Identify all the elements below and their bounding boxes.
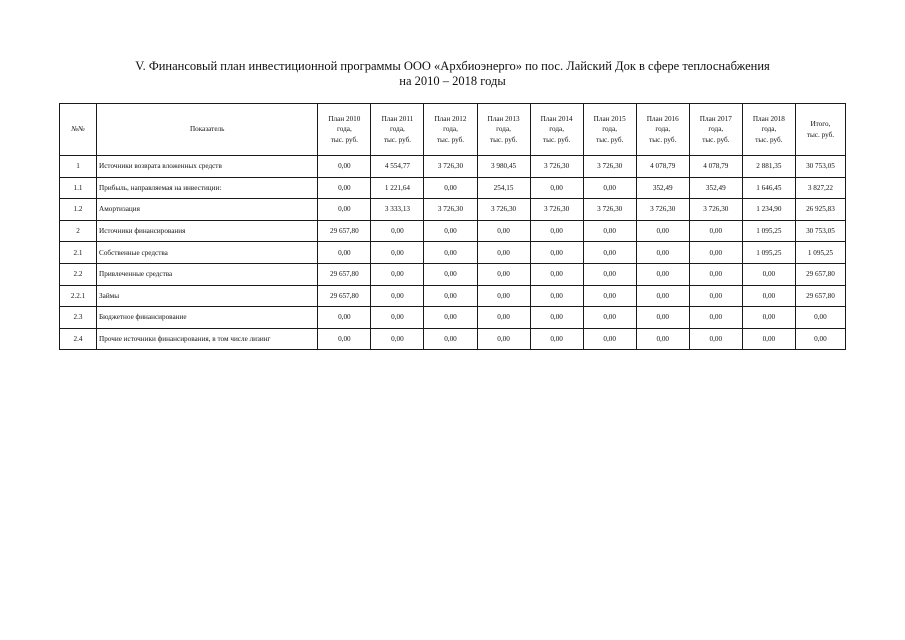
cell-2012: 0,00 [424, 328, 477, 350]
document-title [0, 59, 905, 89]
cell-2012: 0,00 [424, 242, 477, 264]
cell-2017: 352,49 [689, 177, 742, 199]
cell-2010: 0,00 [318, 307, 371, 329]
cell-2016: 0,00 [636, 328, 689, 350]
cell-2015: 0,00 [583, 263, 636, 285]
cell-2014: 0,00 [530, 220, 583, 242]
cell-total: 29 657,80 [795, 285, 845, 307]
header-year-2010: План 2010 года, тыс. руб. [318, 104, 371, 156]
cell-2010: 29 657,80 [318, 263, 371, 285]
cell-2010: 0,00 [318, 156, 371, 178]
row-index: 2.1 [60, 242, 97, 264]
cell-2014: 0,00 [530, 263, 583, 285]
cell-2017: 0,00 [689, 307, 742, 329]
table-header-row [60, 104, 846, 156]
cell-2013: 0,00 [477, 220, 530, 242]
cell-2010: 29 657,80 [318, 220, 371, 242]
cell-2014: 0,00 [530, 177, 583, 199]
cell-2017: 0,00 [689, 328, 742, 350]
cell-2015: 0,00 [583, 242, 636, 264]
cell-2012: 0,00 [424, 220, 477, 242]
cell-2017: 0,00 [689, 242, 742, 264]
cell-2017: 0,00 [689, 263, 742, 285]
cell-2018: 0,00 [742, 263, 795, 285]
cell-2018: 1 095,25 [742, 242, 795, 264]
cell-2018: 2 881,35 [742, 156, 795, 178]
table-row [60, 156, 846, 178]
cell-2014: 0,00 [530, 328, 583, 350]
cell-2012: 0,00 [424, 263, 477, 285]
table-row [60, 242, 846, 264]
table-row [60, 263, 846, 285]
cell-2012: 0,00 [424, 177, 477, 199]
cell-2014: 3 726,30 [530, 199, 583, 221]
row-indicator: Привлеченные средства [97, 263, 318, 285]
row-indicator: Собственные средства [97, 242, 318, 264]
row-indicator: Источники возврата вложенных средств [97, 156, 318, 178]
cell-2013: 254,15 [477, 177, 530, 199]
cell-2016: 3 726,30 [636, 199, 689, 221]
cell-2016: 0,00 [636, 263, 689, 285]
cell-total: 30 753,05 [795, 220, 845, 242]
cell-2015: 3 726,30 [583, 199, 636, 221]
row-index: 1 [60, 156, 97, 178]
cell-2015: 0,00 [583, 328, 636, 350]
cell-2014: 0,00 [530, 242, 583, 264]
cell-2015: 0,00 [583, 177, 636, 199]
cell-total: 3 827,22 [795, 177, 845, 199]
cell-2018: 1 646,45 [742, 177, 795, 199]
cell-2014: 3 726,30 [530, 156, 583, 178]
cell-total: 30 753,05 [795, 156, 845, 178]
cell-2013: 0,00 [477, 263, 530, 285]
cell-2018: 0,00 [742, 328, 795, 350]
cell-2010: 0,00 [318, 242, 371, 264]
cell-total: 0,00 [795, 307, 845, 329]
cell-2017: 4 078,79 [689, 156, 742, 178]
cell-2012: 0,00 [424, 285, 477, 307]
cell-2018: 0,00 [742, 307, 795, 329]
table-row [60, 328, 846, 350]
header-year-2016: План 2016 года, тыс. руб. [636, 104, 689, 156]
title-line-1: V. Финансовый план инвестиционной программы ООО «Архбиоэнерго» по пос. Лайский Док в сфере теплоснабжения [135, 59, 770, 73]
cell-2018: 0,00 [742, 285, 795, 307]
cell-2014: 0,00 [530, 285, 583, 307]
cell-2011: 4 554,77 [371, 156, 424, 178]
row-indicator: Займы [97, 285, 318, 307]
cell-2012: 0,00 [424, 307, 477, 329]
cell-2018: 1 095,25 [742, 220, 795, 242]
cell-2011: 0,00 [371, 220, 424, 242]
title-line-2: на 2010 – 2018 годы [399, 74, 506, 88]
cell-2017: 0,00 [689, 220, 742, 242]
cell-total: 26 925,83 [795, 199, 845, 221]
cell-2012: 3 726,30 [424, 156, 477, 178]
table-row [60, 220, 846, 242]
cell-2016: 0,00 [636, 220, 689, 242]
table-row [60, 177, 846, 199]
header-total: Итого, тыс. руб. [795, 104, 845, 156]
header-year-2014: План 2014 года, тыс. руб. [530, 104, 583, 156]
row-index: 2.2 [60, 263, 97, 285]
cell-2013: 0,00 [477, 307, 530, 329]
cell-2016: 0,00 [636, 285, 689, 307]
cell-2013: 0,00 [477, 328, 530, 350]
cell-2010: 29 657,80 [318, 285, 371, 307]
table-row [60, 199, 846, 221]
cell-2016: 352,49 [636, 177, 689, 199]
header-year-2017: План 2017 года, тыс. руб. [689, 104, 742, 156]
cell-2013: 3 726,30 [477, 199, 530, 221]
table-row [60, 307, 846, 329]
cell-2011: 0,00 [371, 328, 424, 350]
cell-2016: 0,00 [636, 242, 689, 264]
cell-2011: 0,00 [371, 263, 424, 285]
row-indicator: Прочие источники финансирования, в том числе лизинг [97, 328, 318, 350]
header-year-2012: План 2012 года, тыс. руб. [424, 104, 477, 156]
cell-2010: 0,00 [318, 199, 371, 221]
row-indicator: Прибыль, направляемая на инвестиции: [97, 177, 318, 199]
cell-2014: 0,00 [530, 307, 583, 329]
cell-2013: 0,00 [477, 285, 530, 307]
row-indicator: Амортизация [97, 199, 318, 221]
table-row [60, 285, 846, 307]
cell-2011: 3 333,13 [371, 199, 424, 221]
cell-2010: 0,00 [318, 328, 371, 350]
row-indicator: Источники финансирования [97, 220, 318, 242]
cell-2017: 3 726,30 [689, 199, 742, 221]
cell-2018: 1 234,90 [742, 199, 795, 221]
cell-2013: 3 980,45 [477, 156, 530, 178]
header-year-2011: План 2011 года, тыс. руб. [371, 104, 424, 156]
cell-2011: 0,00 [371, 307, 424, 329]
cell-2015: 0,00 [583, 220, 636, 242]
cell-2015: 0,00 [583, 285, 636, 307]
cell-2011: 1 221,64 [371, 177, 424, 199]
cell-2015: 3 726,30 [583, 156, 636, 178]
row-index: 2.3 [60, 307, 97, 329]
header-num: №№ [60, 104, 97, 156]
cell-2016: 0,00 [636, 307, 689, 329]
header-year-2018: План 2018 года, тыс. руб. [742, 104, 795, 156]
header-year-2013: План 2013 года, тыс. руб. [477, 104, 530, 156]
cell-2012: 3 726,30 [424, 199, 477, 221]
row-indicator: Бюджетное финансирование [97, 307, 318, 329]
cell-2015: 0,00 [583, 307, 636, 329]
cell-2011: 0,00 [371, 285, 424, 307]
cell-total: 1 095,25 [795, 242, 845, 264]
cell-2017: 0,00 [689, 285, 742, 307]
cell-total: 29 657,80 [795, 263, 845, 285]
row-index: 2.2.1 [60, 285, 97, 307]
row-index: 2 [60, 220, 97, 242]
header-indicator: Показатель [97, 104, 318, 156]
cell-2010: 0,00 [318, 177, 371, 199]
row-index: 2.4 [60, 328, 97, 350]
row-index: 1.2 [60, 199, 97, 221]
cell-2013: 0,00 [477, 242, 530, 264]
row-index: 1.1 [60, 177, 97, 199]
financial-plan-table [59, 103, 846, 350]
header-year-2015: План 2015 года, тыс. руб. [583, 104, 636, 156]
cell-2016: 4 078,79 [636, 156, 689, 178]
cell-total: 0,00 [795, 328, 845, 350]
cell-2011: 0,00 [371, 242, 424, 264]
